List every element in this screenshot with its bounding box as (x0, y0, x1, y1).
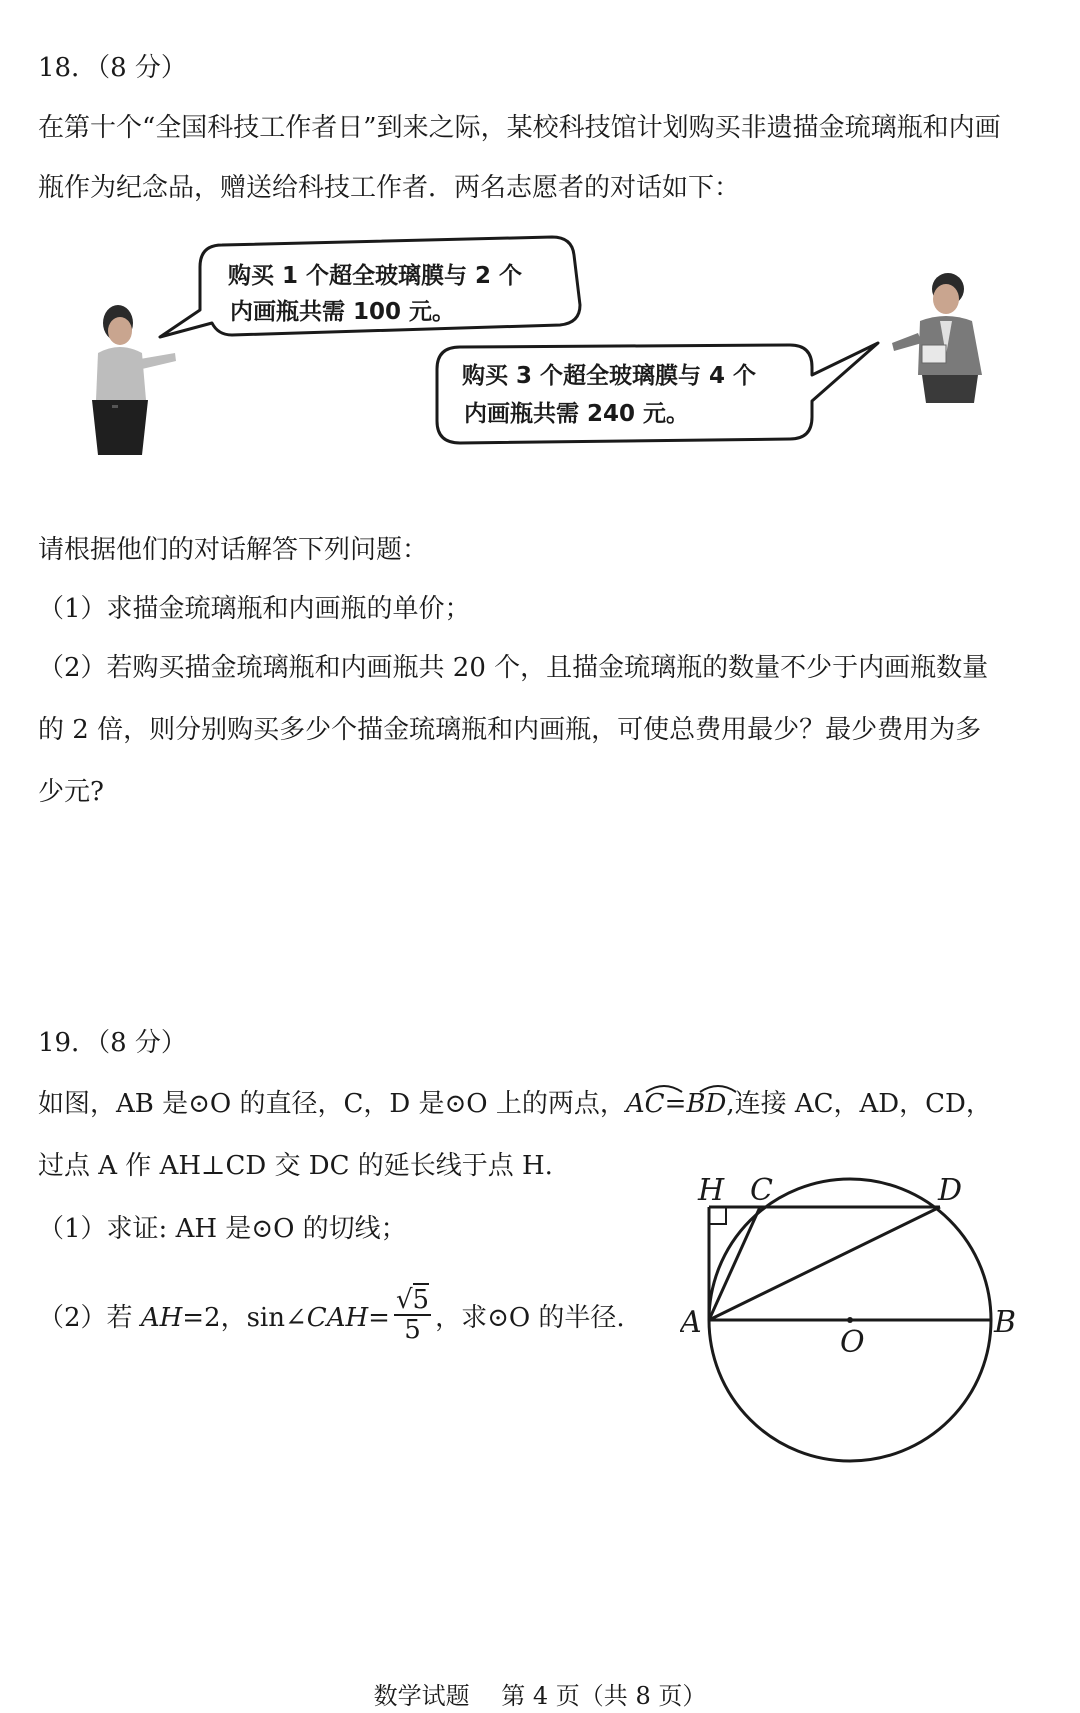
label-c: C (750, 1173, 773, 1208)
frac-numerator: 5 (412, 1285, 430, 1315)
q18-part2-line3: 少元? (38, 777, 104, 807)
circle-geometry-figure (680, 1160, 1040, 1480)
q18-intro-line1: 在第十个“全国科技工作者日”到来之际，某校科技馆计划购买非遗描金琉璃瓶和内画 (38, 113, 1001, 143)
q18-part2-line1: （2）若购买描金琉璃瓶和内画瓶共 20 个，且描金琉璃瓶的数量不少于内画瓶数量 (38, 653, 989, 683)
q18-heading: 18．（8 分） (38, 53, 187, 83)
q19-line2: 过点 A 作 AH⊥CD 交 DC 的延长线于点 H. (38, 1151, 553, 1181)
q19-part2-angle: CAH (306, 1303, 369, 1333)
label-h: H (698, 1173, 725, 1208)
arc-ac: AC (625, 1089, 665, 1119)
q19-line1-a: 如图，AB 是⊙O 的直径，C，D 是⊙O 上的两点， (38, 1089, 626, 1119)
q18-part2-line2: 的 2 倍，则分别购买多少个描金琉璃瓶和内画瓶，可使总费用最少？最少费用为多 (38, 715, 982, 745)
bubble2-line1: 购买 3 个超全玻璃膜与 4 个 (462, 363, 757, 389)
bubble2-line2: 内画瓶共需 240 元。 (464, 401, 690, 427)
label-o: O (840, 1325, 865, 1360)
q19-part1: （1）求证: AH 是⊙O 的切线； (38, 1214, 407, 1244)
segment-ad (709, 1207, 940, 1320)
q19-part2-d: ，求⊙O 的半径. (435, 1303, 625, 1333)
label-a: A (680, 1305, 702, 1340)
speech-bubble-2 (437, 343, 878, 443)
q18-intro-line2: 瓶作为纪念品，赠送给科技工作者．两名志愿者的对话如下： (38, 173, 741, 203)
q19-heading: 19．（8 分） (38, 1028, 187, 1058)
q19-part2-c: = (368, 1303, 390, 1333)
dialogue-illustration (0, 225, 1080, 485)
girl-figure (92, 305, 176, 455)
speech-bubble-1 (160, 237, 580, 337)
q18-part1: （1）求描金琉璃瓶和内画瓶的单价； (38, 594, 471, 624)
label-d: D (938, 1173, 963, 1208)
q18-prompt: 请根据他们的对话解答下列问题： (38, 535, 429, 565)
bubble1-line1: 购买 1 个超全玻璃膜与 2 个 (228, 263, 523, 289)
right-angle-mark (709, 1207, 726, 1224)
bubble1-line2: 内画瓶共需 100 元。 (230, 299, 456, 325)
center-o-dot (847, 1317, 853, 1323)
label-b: B (994, 1305, 1017, 1340)
arc-equals: = (664, 1089, 687, 1119)
q19-part2-b: =2，sin∠ (182, 1303, 307, 1333)
sqrt5-over-5-fraction: $\frac{√5}{5}$ (395, 1285, 430, 1345)
q19-part2 (38, 1285, 625, 1348)
arc-marks (0, 1078, 1080, 1098)
q19-line1-b: ,连接 AC，AD，CD， (726, 1089, 992, 1119)
frac-denominator: 5 (404, 1315, 421, 1345)
boy-figure (892, 273, 982, 403)
page-footer: 数学试题 第 4 页（共 8 页） (373, 1682, 707, 1710)
q19-part2-a: （2）若 (38, 1303, 141, 1333)
arc-bd: BD (686, 1089, 727, 1119)
q19-part2-var: AH (140, 1303, 183, 1333)
